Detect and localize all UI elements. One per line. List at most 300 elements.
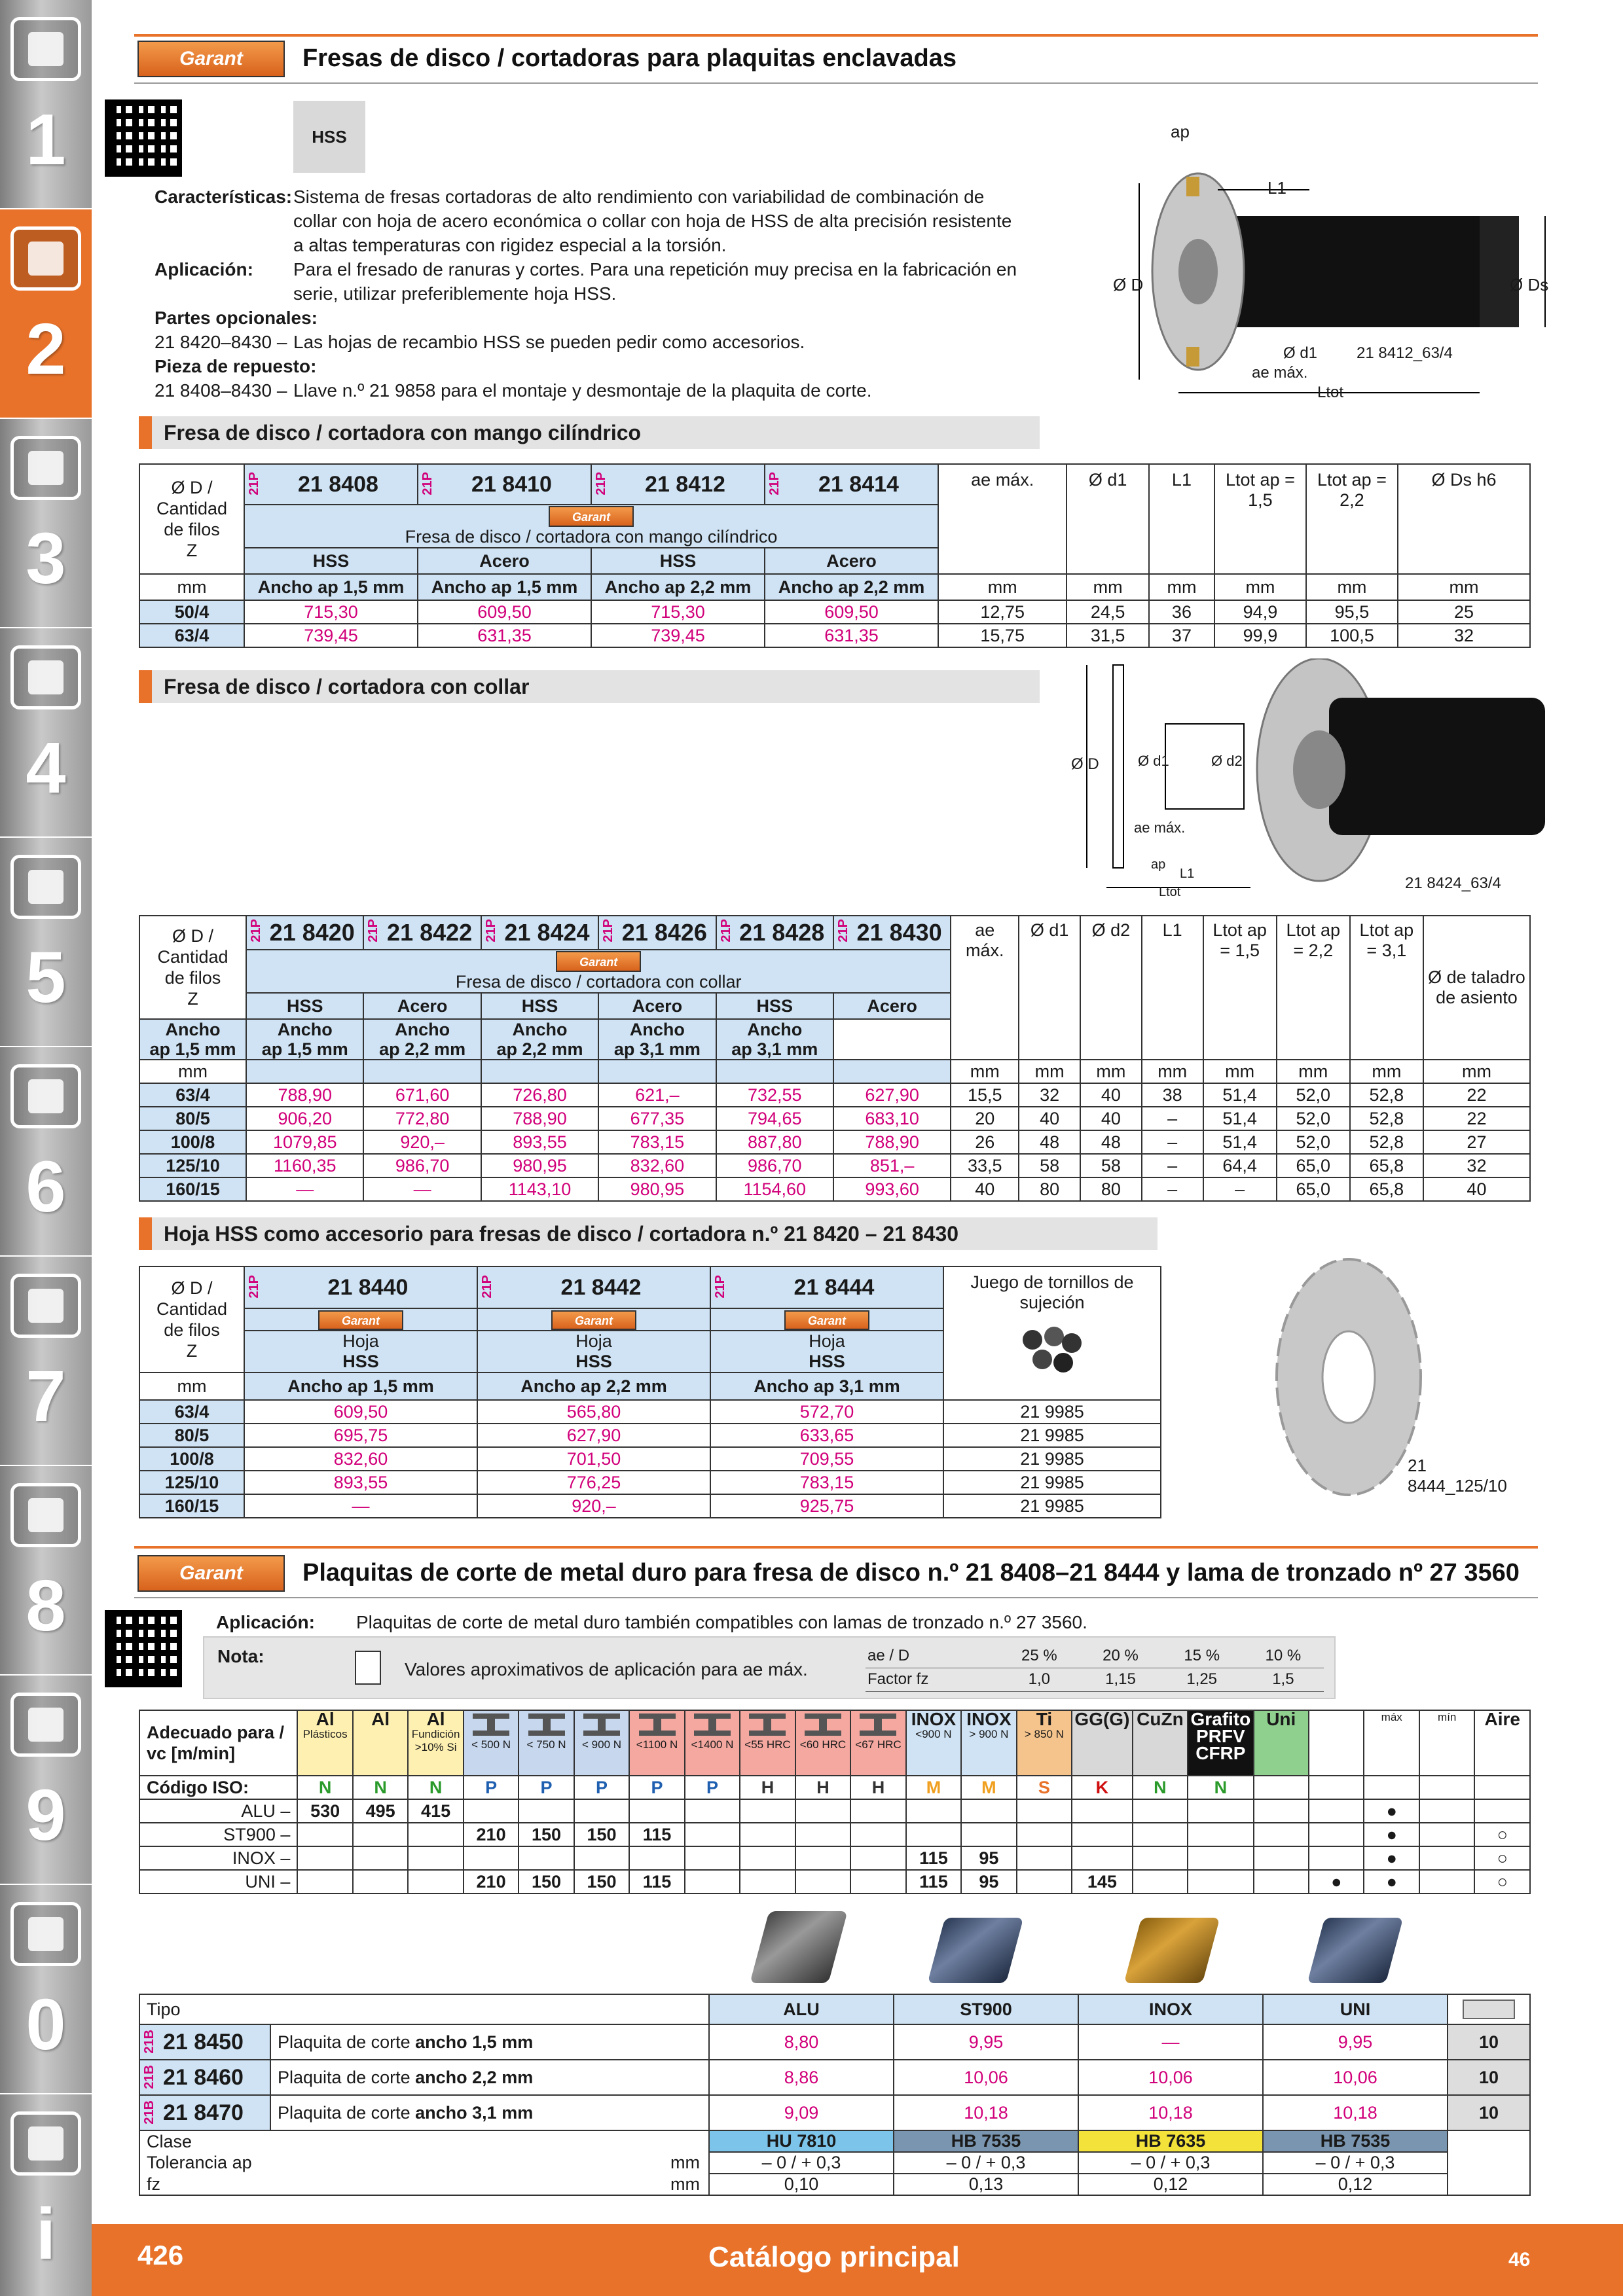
factor-cell: 15 % bbox=[1161, 1644, 1243, 1668]
juego-header: Juego de tornillos de sujeción bbox=[943, 1266, 1161, 1400]
material-col-6: <1100 N bbox=[629, 1710, 684, 1776]
unit-cell: mm bbox=[1149, 574, 1214, 600]
value-cell[interactable]: 788,90 bbox=[246, 1083, 363, 1107]
value-cell: 32 bbox=[1019, 1083, 1080, 1107]
price-cell[interactable]: 8,80 bbox=[709, 2024, 894, 2060]
insert-col-st900: ST900 bbox=[894, 1994, 1078, 2024]
insert-desc: Plaquita de corte ancho 2,2 mm bbox=[270, 2060, 709, 2095]
size-cell: 80/5 bbox=[139, 1107, 246, 1130]
code-21-8412[interactable]: 21P 21 8412 bbox=[591, 464, 765, 505]
hss-blade-photo bbox=[1270, 1253, 1519, 1515]
diagram-code: 21 8444_125/10 bbox=[1408, 1456, 1507, 1496]
chapter-tab-8[interactable] bbox=[0, 1466, 92, 1676]
tolerancia-label: Tolerancia ap mm bbox=[139, 2152, 709, 2174]
iso-row bbox=[139, 1776, 1530, 1799]
value-cell[interactable]: 893,55 bbox=[481, 1130, 598, 1154]
value-cell: 52,0 bbox=[1277, 1130, 1350, 1154]
width-cell: Ancho ap 2,2 mm bbox=[765, 574, 938, 600]
code-21-8410[interactable]: 21P 21 8410 bbox=[418, 464, 591, 505]
material-col-20: mín bbox=[1419, 1710, 1474, 1776]
table1-heading: Fresa de disco / cortadora con mango cilíndrico bbox=[139, 416, 1040, 449]
cutter-shank-diagram bbox=[1113, 118, 1558, 406]
code-ref: 21 8420–8430 – bbox=[155, 332, 287, 352]
fz-cell: 0,13 bbox=[894, 2174, 1078, 2195]
vc-cell: ○ bbox=[1474, 1823, 1530, 1846]
price-cell[interactable]: 8,86 bbox=[709, 2060, 894, 2095]
value-cell[interactable]: — bbox=[363, 1177, 481, 1201]
code-21-8442[interactable]: 21P 21 8442 bbox=[477, 1266, 710, 1308]
value-cell: – bbox=[1142, 1130, 1203, 1154]
vc-cell bbox=[1309, 1823, 1364, 1846]
material-col-1: Al bbox=[353, 1710, 408, 1776]
vc-cell bbox=[1254, 1823, 1309, 1846]
l1-label: L1 bbox=[1267, 178, 1286, 198]
collar-cutter-diagram bbox=[1067, 658, 1565, 907]
value-cell: 52,8 bbox=[1350, 1130, 1423, 1154]
col-ltot-15: Ltot ap = 1,5 bbox=[1203, 916, 1277, 1060]
code-21-8426[interactable]: 21P 21 8426 bbox=[598, 916, 716, 950]
vc-cell bbox=[408, 1823, 463, 1846]
value-cell[interactable]: 627,90 bbox=[477, 1424, 710, 1447]
page-number: 426 bbox=[137, 2240, 184, 2270]
footer-number: 46 bbox=[1508, 2249, 1531, 2270]
tolerance-cell: – 0 / + 0,3 bbox=[1263, 2152, 1448, 2174]
chapter-tab-7[interactable] bbox=[0, 1257, 92, 1466]
description-block bbox=[155, 185, 1084, 403]
material-col-5: < 900 N bbox=[574, 1710, 629, 1776]
value-cell: 52,0 bbox=[1277, 1107, 1350, 1130]
qr-code[interactable] bbox=[105, 99, 182, 177]
vc-cell bbox=[961, 1823, 1016, 1846]
insert-type-label: UNI – bbox=[139, 1870, 297, 1893]
value-cell: – bbox=[1142, 1177, 1203, 1201]
insert-code[interactable]: 21B 21 8450 bbox=[139, 2024, 270, 2060]
material-col-13: Ti > 850 N bbox=[1017, 1710, 1072, 1776]
screw-set-cell[interactable]: 21 9985 bbox=[943, 1494, 1161, 1518]
value-cell: 64,4 bbox=[1203, 1154, 1277, 1177]
screw-set-cell[interactable]: 21 9985 bbox=[943, 1424, 1161, 1447]
price-cell[interactable]: 10,06 bbox=[894, 2060, 1078, 2095]
insert-table bbox=[139, 1994, 1531, 2196]
code-21-8408[interactable]: 21P 21 8408 bbox=[244, 464, 418, 505]
code-21-8440[interactable]: 21P 21 8440 bbox=[244, 1266, 477, 1308]
col-l1: L1 bbox=[1149, 464, 1214, 574]
iso-code: N bbox=[297, 1776, 352, 1799]
vc-cell: 530 bbox=[297, 1799, 352, 1823]
value-cell[interactable]: 832,60 bbox=[244, 1447, 477, 1471]
text-line: Las hojas de recambio HSS se pueden pedir como accesorios. bbox=[293, 332, 805, 352]
value-cell[interactable]: 1160,35 bbox=[246, 1154, 363, 1177]
nota-factor-table bbox=[866, 1644, 1324, 1692]
value-cell: 24,5 bbox=[1067, 600, 1149, 624]
width-cell: Ancho ap 3,1 mm bbox=[710, 1372, 943, 1400]
value-cell: 22 bbox=[1423, 1083, 1530, 1107]
value-cell: 95,5 bbox=[1306, 600, 1398, 624]
value-cell: 94,9 bbox=[1214, 600, 1306, 624]
vc-cell: 150 bbox=[519, 1823, 574, 1846]
vc-cell bbox=[629, 1799, 684, 1823]
value-cell: 15,75 bbox=[938, 624, 1067, 647]
value-cell[interactable]: 565,80 bbox=[477, 1400, 710, 1424]
vc-cell bbox=[795, 1823, 850, 1846]
insert-code[interactable]: 21B 21 8460 bbox=[139, 2060, 270, 2095]
value-cell[interactable]: 572,70 bbox=[710, 1400, 943, 1424]
catalog-title: Catálogo principal bbox=[708, 2241, 960, 2273]
value-cell[interactable]: 893,55 bbox=[244, 1471, 477, 1494]
vc-cell bbox=[1419, 1823, 1474, 1846]
value-cell[interactable]: 671,60 bbox=[363, 1083, 481, 1107]
pack-icon bbox=[1448, 1994, 1530, 2024]
value-cell: 26 bbox=[951, 1130, 1019, 1154]
vc-cell: 150 bbox=[574, 1823, 629, 1846]
chapter-number: 9 bbox=[26, 1775, 66, 1856]
value-cell[interactable]: 609,50 bbox=[418, 600, 591, 624]
value-cell[interactable]: 739,45 bbox=[244, 624, 418, 647]
value-cell[interactable]: 609,50 bbox=[244, 1400, 477, 1424]
value-cell[interactable]: 683,10 bbox=[833, 1107, 951, 1130]
insert-code[interactable]: 21B 21 8470 bbox=[139, 2095, 270, 2130]
value-cell[interactable]: 887,80 bbox=[716, 1130, 833, 1154]
chapter-tab-4[interactable] bbox=[0, 628, 92, 838]
fz-cell: 0,12 bbox=[1078, 2174, 1263, 2195]
diagram-code: 21 8424_63/4 bbox=[1405, 874, 1501, 892]
ibeam-icon bbox=[694, 1713, 731, 1736]
value-cell[interactable]: 627,90 bbox=[833, 1083, 951, 1107]
value-cell: 40 bbox=[951, 1177, 1019, 1201]
iso-code: P bbox=[519, 1776, 574, 1799]
vc-cell bbox=[297, 1846, 352, 1870]
code-21-8424[interactable]: 21P 21 8424 bbox=[481, 916, 598, 950]
vc-cell: 210 bbox=[464, 1823, 519, 1846]
diagram-code: 21 8412_63/4 bbox=[1357, 344, 1453, 362]
size-cell: 125/10 bbox=[139, 1471, 244, 1494]
col-d2: Ø d2 bbox=[1080, 916, 1142, 1060]
size-cell: 50/4 bbox=[139, 600, 244, 624]
value-cell: 12,75 bbox=[938, 600, 1067, 624]
vc-cell bbox=[1474, 1799, 1530, 1823]
dz-header: Ø D / Cantidad de filos Z bbox=[139, 1266, 244, 1372]
value-cell[interactable]: 631,35 bbox=[765, 624, 938, 647]
code-21-8444[interactable]: 21P 21 8444 bbox=[710, 1266, 943, 1308]
vc-cell: ○ bbox=[1474, 1846, 1530, 1870]
value-cell[interactable]: 832,60 bbox=[598, 1154, 716, 1177]
insert-type-label: ST900 – bbox=[139, 1823, 297, 1846]
material-col-3: < 500 N bbox=[464, 1710, 519, 1776]
ds-label: Ø Ds bbox=[1510, 275, 1549, 295]
chapter-icon bbox=[10, 226, 81, 291]
value-cell[interactable]: 993,60 bbox=[833, 1177, 951, 1201]
value-cell[interactable]: 980,95 bbox=[598, 1177, 716, 1201]
chapter-tab-2[interactable] bbox=[0, 209, 92, 419]
qr-code-2[interactable] bbox=[105, 1610, 182, 1687]
adecuado-header: Adecuado para / vc [m/min] bbox=[139, 1710, 297, 1776]
chapter-tab-3[interactable] bbox=[0, 419, 92, 628]
price-cell[interactable]: 10,18 bbox=[894, 2095, 1078, 2130]
vc-cell bbox=[1419, 1799, 1474, 1823]
screw-set-cell[interactable]: 21 9985 bbox=[943, 1400, 1161, 1424]
text-line: a altas temperaturas con rigidez especial a la torsión. bbox=[293, 235, 727, 255]
vc-cell bbox=[850, 1870, 905, 1893]
col-ltot-31: Ltot ap = 3,1 bbox=[1350, 916, 1423, 1060]
chapter-number: 1 bbox=[26, 99, 66, 180]
vc-cell bbox=[1072, 1799, 1133, 1823]
vc-cell bbox=[795, 1870, 850, 1893]
value-cell[interactable]: 980,95 bbox=[481, 1154, 598, 1177]
value-cell: 37 bbox=[1149, 624, 1214, 647]
vc-cell bbox=[519, 1799, 574, 1823]
value-cell[interactable]: 631,35 bbox=[418, 624, 591, 647]
vc-cell: 415 bbox=[408, 1799, 463, 1823]
price-cell[interactable]: 10,06 bbox=[1078, 2060, 1263, 2095]
d-label: Ø D bbox=[1113, 275, 1144, 295]
iso-code bbox=[1364, 1776, 1419, 1799]
value-cell[interactable]: 709,55 bbox=[710, 1447, 943, 1471]
vc-cell bbox=[1133, 1799, 1188, 1823]
price-cell[interactable]: 9,95 bbox=[894, 2024, 1078, 2060]
ibeam-icon bbox=[860, 1713, 896, 1736]
chapter-number: i bbox=[35, 2194, 56, 2274]
chapter-number: 5 bbox=[26, 937, 66, 1018]
material-cell: Acero bbox=[418, 548, 591, 574]
vc-cell bbox=[1309, 1846, 1364, 1870]
material-cell: Acero bbox=[833, 993, 951, 1019]
text-line: Para el fresado de ranuras y cortes. Para una repetición muy precisa en la fabricación en bbox=[293, 259, 1017, 279]
value-cell: 99,9 bbox=[1214, 624, 1306, 647]
value-cell: 27 bbox=[1423, 1130, 1530, 1154]
iso-code bbox=[1474, 1776, 1530, 1799]
value-cell: 52,8 bbox=[1350, 1083, 1423, 1107]
col-ae: ae máx. bbox=[951, 916, 1019, 1060]
vc-cell bbox=[1188, 1846, 1253, 1870]
material-header-row bbox=[139, 1710, 1530, 1776]
chapter-tab-1[interactable] bbox=[0, 0, 92, 209]
vc-cell bbox=[353, 1823, 408, 1846]
value-cell[interactable]: 739,45 bbox=[591, 624, 765, 647]
grade-cell: HB 7535 bbox=[894, 2130, 1078, 2152]
material-col-18 bbox=[1309, 1710, 1364, 1776]
value-cell[interactable]: 609,50 bbox=[765, 600, 938, 624]
value-cell[interactable]: 732,55 bbox=[716, 1083, 833, 1107]
price-cell[interactable]: 9,95 bbox=[1263, 2024, 1448, 2060]
table-row bbox=[139, 1083, 1530, 1107]
unit-cell: mm bbox=[938, 574, 1067, 600]
material-cell: HSS bbox=[244, 548, 418, 574]
width-cell: Ancho ap 2,2 mm bbox=[481, 1019, 598, 1060]
screw-set-cell[interactable]: 21 9985 bbox=[943, 1447, 1161, 1471]
size-cell: 100/8 bbox=[139, 1447, 244, 1471]
value-cell[interactable]: 726,80 bbox=[481, 1083, 598, 1107]
iso-code: N bbox=[353, 1776, 408, 1799]
value-cell[interactable]: 621,– bbox=[598, 1083, 716, 1107]
value-cell[interactable]: 695,75 bbox=[244, 1424, 477, 1447]
text-line: serie, utilizar preferiblemente hoja HSS. bbox=[293, 283, 617, 304]
repuesto-label: Pieza de repuesto: bbox=[155, 356, 317, 376]
value-cell: 52,8 bbox=[1350, 1107, 1423, 1130]
value-cell: 52,0 bbox=[1277, 1083, 1350, 1107]
table-row bbox=[139, 1177, 1530, 1201]
tolerance-cell: – 0 / + 0,3 bbox=[1078, 2152, 1263, 2174]
vc-cell bbox=[1133, 1823, 1188, 1846]
value-cell[interactable]: 986,70 bbox=[363, 1154, 481, 1177]
collar-cutter-table bbox=[139, 915, 1531, 1202]
value-cell[interactable]: 920,– bbox=[363, 1130, 481, 1154]
garant-logo: Garant bbox=[137, 41, 285, 77]
text-line: Sistema de fresas cortadoras de alto rendimiento con variabilidad de combinación de bbox=[293, 187, 985, 207]
clase-row bbox=[139, 2130, 1530, 2152]
chapter-tab-0[interactable] bbox=[0, 1885, 92, 2094]
tolerance-cell: – 0 / + 0,3 bbox=[709, 2152, 894, 2174]
chapter-icon bbox=[10, 1483, 81, 1547]
chapter-number: 2 bbox=[26, 309, 66, 389]
material-col-15: CuZn bbox=[1133, 1710, 1188, 1776]
chapter-number: 3 bbox=[26, 518, 66, 599]
price-cell[interactable]: 10,18 bbox=[1263, 2095, 1448, 2130]
table-row bbox=[139, 1424, 1161, 1447]
vc-cell: 95 bbox=[961, 1846, 1016, 1870]
value-cell[interactable]: 920,– bbox=[477, 1494, 710, 1518]
price-cell[interactable]: 10,06 bbox=[1263, 2060, 1448, 2095]
aplicacion-text: Plaquitas de corte de metal duro también compatibles con lamas de tronzado n.º 27 3560. bbox=[356, 1612, 1087, 1632]
code-21-8430[interactable]: 21P 21 8430 bbox=[833, 916, 951, 950]
tolerancia-row bbox=[139, 2152, 1530, 2174]
iso-code: P bbox=[574, 1776, 629, 1799]
unit-cell: mm bbox=[1142, 1060, 1203, 1083]
chapter-tab-i[interactable] bbox=[0, 2094, 92, 2296]
d1-label: Ø d1 bbox=[1138, 753, 1169, 769]
size-cell: 160/15 bbox=[139, 1494, 244, 1518]
table-row bbox=[139, 1154, 1530, 1177]
unit-cell: mm bbox=[139, 574, 244, 600]
chapter-number: 4 bbox=[26, 728, 66, 808]
value-cell[interactable]: 715,30 bbox=[591, 600, 765, 624]
chapter-number: 7 bbox=[26, 1356, 66, 1437]
value-cell[interactable]: 1079,85 bbox=[246, 1130, 363, 1154]
vc-cell bbox=[1017, 1823, 1072, 1846]
value-cell: 51,4 bbox=[1203, 1107, 1277, 1130]
vc-cell: 495 bbox=[353, 1799, 408, 1823]
value-cell[interactable]: 851,– bbox=[833, 1154, 951, 1177]
code-21-8428[interactable]: 21P 21 8428 bbox=[716, 916, 833, 950]
vc-cell: ● bbox=[1309, 1870, 1364, 1893]
value-cell: 65,0 bbox=[1277, 1154, 1350, 1177]
material-col-0: Al Plásticos bbox=[297, 1710, 352, 1776]
vc-cell bbox=[574, 1799, 629, 1823]
vc-cell bbox=[353, 1870, 408, 1893]
value-cell[interactable]: 677,35 bbox=[598, 1107, 716, 1130]
value-cell[interactable]: 925,75 bbox=[710, 1494, 943, 1518]
price-cell[interactable]: — bbox=[1078, 2024, 1263, 2060]
pack-qty: 10 bbox=[1448, 2024, 1530, 2060]
ae-label: ae máx. bbox=[1134, 819, 1186, 836]
insert-desc: Plaquita de corte ancho 3,1 mm bbox=[270, 2095, 709, 2130]
screw-set-cell[interactable]: 21 9985 bbox=[943, 1471, 1161, 1494]
factor-cell: 25 % bbox=[998, 1644, 1080, 1668]
value-cell[interactable]: — bbox=[244, 1494, 477, 1518]
ibeam-icon bbox=[583, 1713, 620, 1736]
value-cell[interactable]: 776,25 bbox=[477, 1471, 710, 1494]
value-cell[interactable]: 715,30 bbox=[244, 600, 418, 624]
material-cell: Acero bbox=[765, 548, 938, 574]
width-cell: Ancho ap 1,5 mm bbox=[246, 1019, 363, 1060]
table2-subtitle: Garant Fresa de disco / cortadora con collar bbox=[246, 950, 951, 993]
value-cell[interactable]: 701,50 bbox=[477, 1447, 710, 1471]
code-21-8420[interactable]: 21P 21 8420 bbox=[246, 916, 363, 950]
nota-label: Nota: bbox=[217, 1646, 264, 1666]
value-cell: 51,4 bbox=[1203, 1083, 1277, 1107]
value-cell[interactable]: 783,15 bbox=[710, 1471, 943, 1494]
value-cell[interactable]: 906,20 bbox=[246, 1107, 363, 1130]
vc-cell bbox=[408, 1846, 463, 1870]
size-cell: 80/5 bbox=[139, 1424, 244, 1447]
section2-title: Plaquitas de corte de metal duro para fresa de disco n.º 21 8408–21 8444 y lama de tronzado nº 27 3560 bbox=[302, 1559, 1520, 1587]
chapter-icon bbox=[10, 1274, 81, 1338]
value-cell[interactable]: 986,70 bbox=[716, 1154, 833, 1177]
value-cell[interactable]: 772,80 bbox=[363, 1107, 481, 1130]
col-ltot-15: Ltot ap = 1,5 bbox=[1214, 464, 1306, 574]
dz-header: Ø D / Cantidad de filos Z bbox=[139, 916, 246, 1019]
value-cell[interactable]: 794,65 bbox=[716, 1107, 833, 1130]
value-cell[interactable]: — bbox=[246, 1177, 363, 1201]
material-col-21: Aire bbox=[1474, 1710, 1530, 1776]
blade-logo: Garant bbox=[244, 1308, 477, 1331]
insert-row bbox=[139, 2024, 1530, 2060]
col-ltot-22: Ltot ap = 2,2 bbox=[1306, 464, 1398, 574]
header-rule-bottom bbox=[134, 82, 1538, 84]
vc-cell bbox=[1017, 1799, 1072, 1823]
col-l1: L1 bbox=[1142, 916, 1203, 1060]
vc-cell bbox=[1072, 1823, 1133, 1846]
grade-cell: HU 7810 bbox=[709, 2130, 894, 2152]
chapter-icon bbox=[10, 1693, 81, 1757]
material-col-19: máx bbox=[1364, 1710, 1419, 1776]
value-cell: 65,8 bbox=[1350, 1177, 1423, 1201]
vc-cell bbox=[740, 1870, 795, 1893]
value-cell: 40 bbox=[1080, 1107, 1142, 1130]
factor-cell: ae / D bbox=[866, 1644, 998, 1668]
iso-code: M bbox=[906, 1776, 961, 1799]
material-cell: Acero bbox=[363, 993, 481, 1019]
unit-cell: mm bbox=[1080, 1060, 1142, 1083]
code-21-8422[interactable]: 21P 21 8422 bbox=[363, 916, 481, 950]
value-cell: 32 bbox=[1423, 1154, 1530, 1177]
unit-cell: mm bbox=[951, 1060, 1019, 1083]
vc-cell bbox=[1254, 1870, 1309, 1893]
value-cell[interactable]: 1143,10 bbox=[481, 1177, 598, 1201]
chapter-tab-9[interactable] bbox=[0, 1676, 92, 1885]
ap-label: ap bbox=[1171, 122, 1190, 141]
value-cell: 40 bbox=[1080, 1083, 1142, 1107]
chapter-tab-5[interactable] bbox=[0, 838, 92, 1047]
value-cell: – bbox=[1142, 1154, 1203, 1177]
code-21-8414[interactable]: 21P 21 8414 bbox=[765, 464, 938, 505]
value-cell[interactable]: 1154,60 bbox=[716, 1177, 833, 1201]
iso-label: Código ISO: bbox=[139, 1776, 297, 1799]
value-cell[interactable]: 783,15 bbox=[598, 1130, 716, 1154]
value-cell[interactable]: 788,90 bbox=[481, 1107, 598, 1130]
value-cell: – bbox=[1203, 1177, 1277, 1201]
material-row bbox=[139, 1799, 1530, 1823]
chapter-tab-6[interactable] bbox=[0, 1047, 92, 1257]
unit-cell: mm bbox=[1067, 574, 1149, 600]
unit-cell bbox=[363, 1060, 481, 1083]
unit-cell bbox=[833, 1060, 951, 1083]
value-cell[interactable]: 788,90 bbox=[833, 1130, 951, 1154]
width-cell: Ancho ap 3,1 mm bbox=[598, 1019, 716, 1060]
value-cell[interactable]: 633,65 bbox=[710, 1424, 943, 1447]
price-cell[interactable]: 10,18 bbox=[1078, 2095, 1263, 2130]
price-cell[interactable]: 9,09 bbox=[709, 2095, 894, 2130]
width-cell: Ancho ap 2,2 mm bbox=[477, 1372, 710, 1400]
